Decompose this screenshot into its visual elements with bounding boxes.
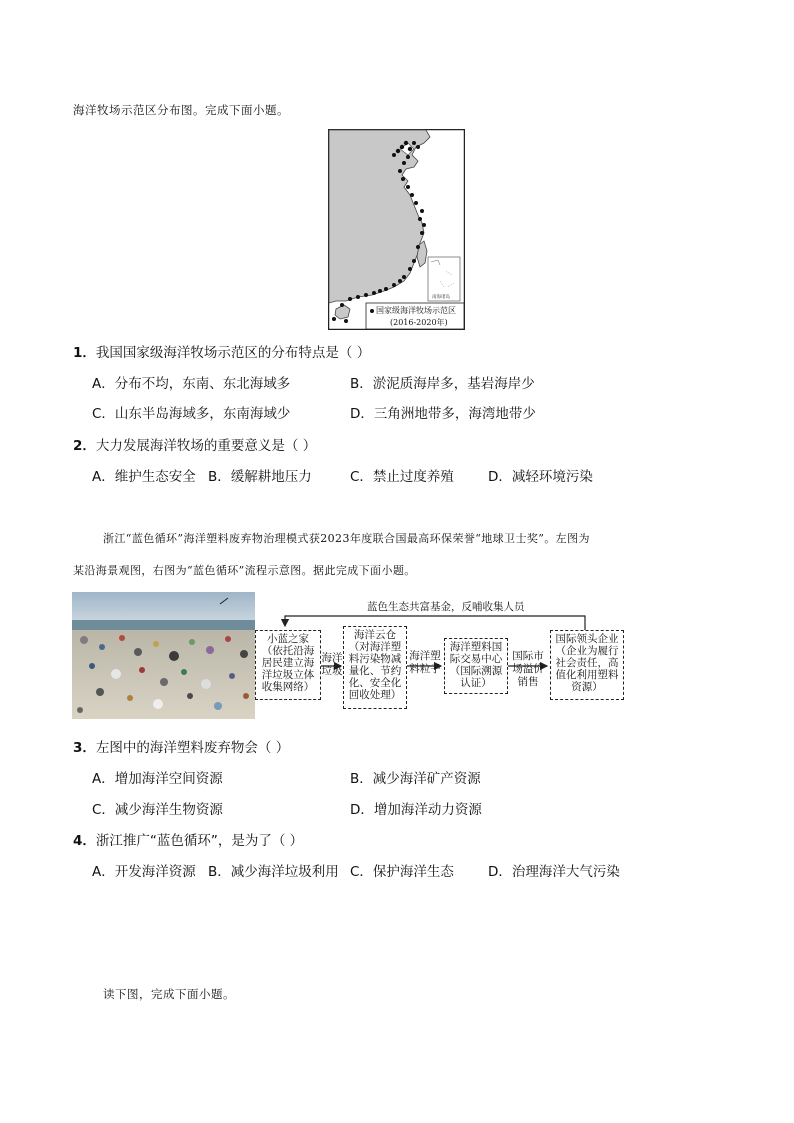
q3-option-c: C．减少海洋生物资源 (92, 802, 223, 818)
flow-arrow-label-1: 海洋垃圾 (321, 652, 343, 677)
ocean-ranch-map (328, 129, 465, 330)
q2-option-d: D．减轻环境污染 (488, 469, 593, 485)
map-legend-title: 国家级海洋牧场示范区 (376, 306, 456, 315)
question-2 (73, 434, 316, 454)
flow-box-xiaolan-home: 小蓝之家（依托沿海居民建立海洋垃圾立体收集网络） (255, 630, 321, 700)
question-stem: 浙江推广“蓝色循环”，是为了（ ） (95, 833, 304, 849)
question-number: 4． (73, 833, 96, 849)
question-number: 1． (73, 345, 96, 361)
map-inset-label: 南海诸岛 (432, 295, 450, 300)
q2-option-c: C．禁止过度养殖 (350, 469, 454, 485)
q4-option-b: B．减少海洋垃圾利用 (208, 864, 339, 880)
q1-option-a: A．分布不均，东南、东北海域多 (92, 376, 291, 392)
flow-top-label: 蓝色生态共富基金，反哺收集人员 (367, 601, 525, 613)
flow-box-ocean-cloud-warehouse: 海洋云仓（对海洋塑料污染物减量化、节约化、安全化回收处理） (343, 626, 407, 709)
question-3 (73, 736, 289, 756)
q3-option-a: A．增加海洋空间资源 (92, 771, 223, 787)
flow-box-leading-enterprise: 国际领头企业（企业为履行社会责任，高值化利用塑料资源） (550, 630, 624, 700)
question-stem: 左图中的海洋塑料废弃物会（ ） (95, 740, 290, 756)
flow-box-trading-center: 海洋塑料国际交易中心（国际溯源认证） (444, 638, 508, 694)
q1-option-c: C．山东半岛海域多，东南海域少 (92, 406, 291, 422)
q1-option-d: D．三角洲地带多，海湾地带少 (350, 406, 536, 422)
flow-arrow-label-2: 海洋塑料粒子 (409, 650, 441, 675)
q4-option-a: A．开发海洋资源 (92, 864, 196, 880)
legend-dot (370, 309, 374, 313)
beach-photo (72, 592, 255, 719)
intro-text-1: 海洋牧场示范区分布图。完成下面小题。 (73, 103, 289, 117)
question-number: 3． (73, 740, 96, 756)
question-4 (73, 829, 303, 849)
q1-option-b: B．淤泥质海岸多，基岩海岸少 (350, 376, 535, 392)
q3-option-d: D．增加海洋动力资源 (350, 802, 482, 818)
q4-option-c: C．保护海洋生态 (350, 864, 454, 880)
question-stem: 我国国家级海洋牧场示范区的分布特点是（ ） (95, 345, 371, 361)
q4-option-d: D．治理海洋大气污染 (488, 864, 620, 880)
q2-option-a: A．维护生态安全 (92, 469, 196, 485)
question-1 (73, 341, 370, 361)
map-legend-years: (2016-2020年) (390, 318, 448, 327)
intro-text-2-line1: 浙江“蓝色循环”海洋塑料废弃物治理模式获2023年度联合国最高环保荣誉“地球卫士奖”。左图为 (103, 532, 590, 545)
q2-option-b: B．缓解耕地压力 (208, 469, 312, 485)
question-number: 2． (73, 438, 96, 454)
q3-option-b: B．减少海洋矿产资源 (350, 771, 481, 787)
intro-text-2-line2: 某沿海景观图，右图为“蓝色循环”流程示意图。据此完成下面小题。 (73, 564, 416, 577)
blue-cycle-flow-diagram (255, 600, 635, 712)
flow-arrow-label-3: 国际市场溢价销售 (512, 650, 544, 688)
question-stem: 大力发展海洋牧场的重要意义是（ ） (95, 438, 317, 454)
intro-text-3: 读下图，完成下面小题。 (103, 987, 235, 1001)
